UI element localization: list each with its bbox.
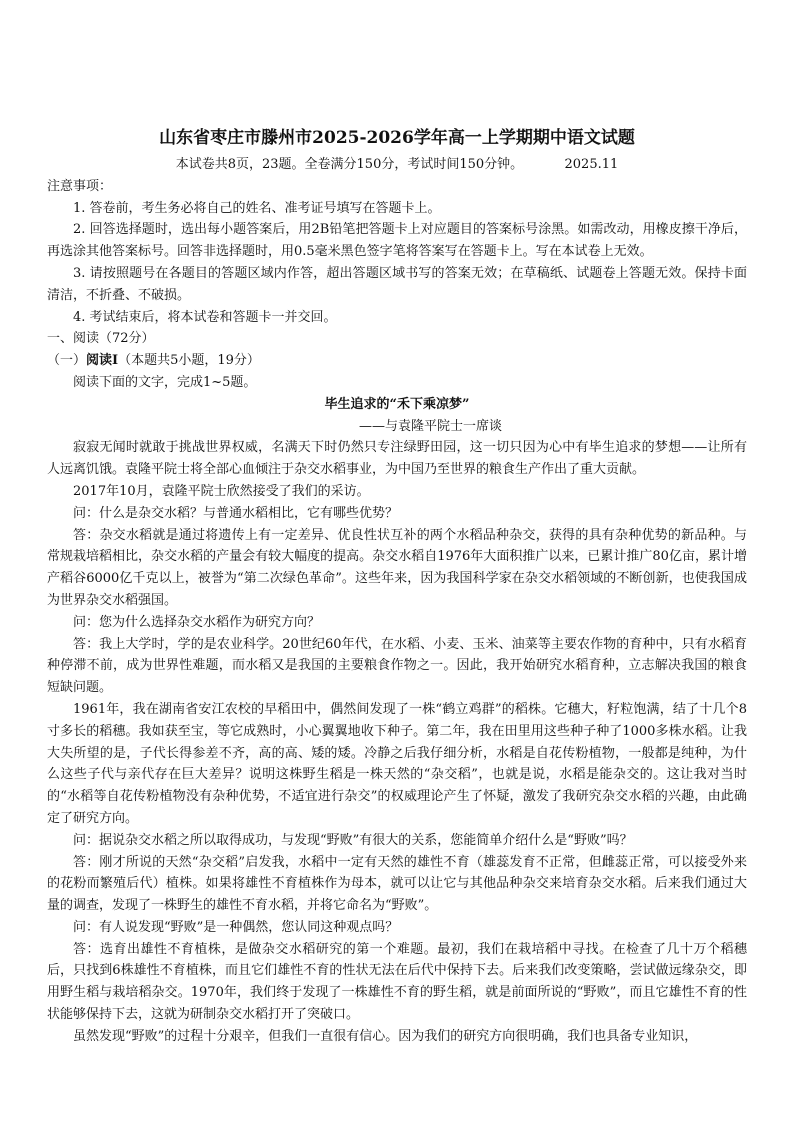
section-heading: 一、阅读（72分）	[47, 331, 155, 347]
article-answer: 答：刚才所说的天然“杂交稻”启发我，水稻中一定有天然的雄性不育（雄蕊发育不正常，但雌蕊正常，可以接受外来的花粉而繁殖后代）植株。如果将雄性不育植株作为母本，就可以让它与其他品种杂交来培育杂交水稻。后来我们通过大量的调查，发现了一株野生的雄性不育水稻，并将它命名为“野败”。	[47, 854, 747, 914]
subsection-heading	[47, 350, 747, 372]
page-title: 山东省枣庄市滕州市2025-2026学年高一上学期期中语文试题	[159, 128, 635, 148]
note-item: 1. 答卷前，考生务必将自己的姓名、准考证号填写在答题卡上。	[73, 200, 441, 216]
article-question: 问：什么是杂交水稻？与普通水稻相比，它有哪些优势？	[73, 505, 399, 521]
exam-info: 本试卷共8页，23题。全卷满分150分，考试时间150分钟。	[175, 157, 524, 172]
article-answer: 答：我上大学时，学的是农业科学。20世纪60年代，在水稻、小麦、玉米、油菜等主要农作物的育种中，只有水稻育种停滞不前，成为世界性难题，而水稻又是我国的主要粮食作物之一。因此，我开始研究水稻育种，立志解决我国的粮食短缺问题。	[47, 636, 747, 696]
exam-page	[47, 126, 747, 1048]
note-item: 3. 请按照题号在各题目的答题区域内作答，超出答题区域书写的答案无效；在草稿纸、试题卷上答题无效。保持卡面清洁，不折叠、不破损。	[47, 265, 747, 303]
article-paragraph: 2017年10月，袁隆平院士欣然接受了我们的采访。	[73, 483, 370, 499]
reading-instruction: 阅读下面的文字，完成1~5题。	[73, 374, 257, 390]
article-subtitle: ——与袁隆平院士一席谈	[358, 418, 502, 434]
article-paragraph: 虽然发现“野败”的过程十分艰辛，但我们一直很有信心。因为我们的研究方向很明确，我们也具备专业知识，	[73, 1028, 698, 1044]
exam-date: 2025.11	[564, 157, 619, 172]
subsection-prefix: （一）	[47, 353, 87, 369]
note-item: 4. 考试结束后，将本试卷和答题卡一并交回。	[73, 309, 337, 325]
article-question: 问：您为什么选择杂交水稻作为研究方向？	[73, 614, 321, 630]
article-question: 问：有人说发现“野败”是一种偶然，您认同这种观点吗？	[73, 919, 399, 935]
article-answer: 答：杂交水稻就是通过将遗传上有一定差异、优良性状互补的两个水稻品种杂交，获得的具有杂种优势的新品种。与常规栽培稻相比，杂交水稻的产量会有较大幅度的提高。杂交水稻自1976年大面积推广以来，已累计推广80亿亩，累计增产稻谷6000亿千克以上，被誉为“第二次绿色革命”。这些年来，因为我国科学家在杂交水稻领域的不断创新，也使我国成为世界杂交水稻强国。	[47, 527, 747, 608]
note-item: 2. 回答选择题时，选出每小题答案后，用2B铅笔把答题卡上对应题目的答案标号涂黑。如需改动，用橡皮擦干净后，再选涂其他答案标号。回答非选择题时，用0.5毫米黑色签字笔将答案写在答题卡上。写在本试卷上无效。	[47, 222, 747, 260]
subsection-name: 阅读Ⅰ	[86, 353, 119, 369]
article-question: 问：据说杂交水稻之所以取得成功，与发现“野败”有很大的关系，您能简单介绍什么是“野败”吗？	[73, 832, 633, 848]
article-paragraph: 1961年，我在湖南省安江农校的早稻田中，偶然间发现了一株“鹤立鸡群”的稻株。它穗大，籽粒饱满，结了十几个8寸多长的稻穗。我如获至宝，等它成熟时，小心翼翼地收下种子。第二年，我在田里用这些种子种了1000多株水稻。让我大失所望的是，子代长得参差不齐，高的高、矮的矮。冷静之后我仔细分析，水稻是自花传粉植物，一般都是纯种，为什么这些子代与亲代存在巨大差异？说明这株野生稻是一株天然的“杂交稻”，也就是说，水稻是能杂交的。这让我对当时的“水稻等自花传粉植物没有杂种优势，不适宜进行杂交”的权威理论产生了怀疑，激发了我研究杂交水稻的兴趣，由此确定了研究方向。	[47, 701, 747, 826]
exam-info-line	[47, 154, 747, 176]
article-paragraph: 寂寂无闻时就敢于挑战世界权威，名满天下时仍然只专注绿野田园，这一切只因为心中有毕生追求的梦想——让所有人远离饥饿。袁隆平院士将全部心血倾注于杂交水稻事业，为中国乃至世界的粮食生产作出了重大贡献。	[47, 440, 747, 478]
article-title: 毕生追求的“禾下乘凉梦”	[324, 396, 470, 412]
article-answer: 答：选育出雄性不育植株，是做杂交水稻研究的第一个难题。最初，我们在栽培稻中寻找。在检查了几十万个稻穗后，只找到6株雄性不育植株，而且它们雄性不育的性状无法在后代中保持下去。后来我们改变策略，尝试做远缘杂交，即用野生稻与栽培稻杂交。1970年，我们终于发现了一株雄性不育的野生稻，就是前面所说的“野败”，而且它雄性不育的性状能够保持下去，这就为研制杂交水稻打开了突破口。	[47, 941, 747, 1023]
notes-heading: 注意事项：	[47, 178, 113, 194]
subsection-suffix: （本题共5小题，19分）	[118, 353, 260, 369]
